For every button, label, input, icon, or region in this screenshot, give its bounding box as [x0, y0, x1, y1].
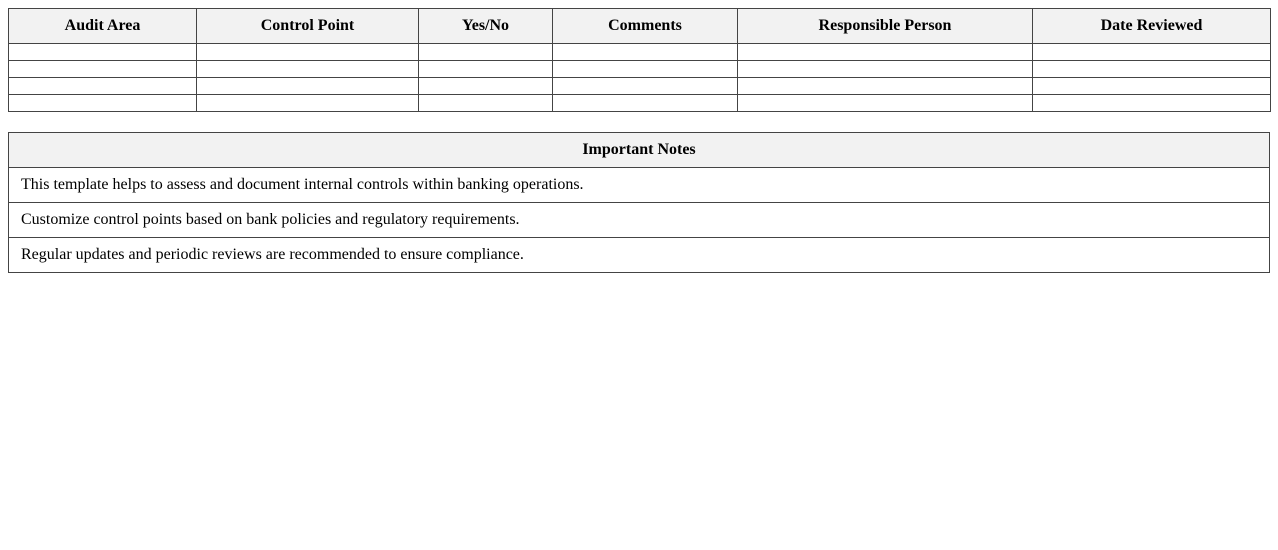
comments-cell[interactable]: [553, 95, 738, 112]
column-header-responsible-person: Responsible Person: [738, 9, 1033, 44]
audit-area-cell[interactable]: [9, 95, 197, 112]
yes-no-cell[interactable]: [419, 61, 553, 78]
note-text: This template helps to assess and document internal controls within banking operations.: [9, 168, 1270, 203]
note-row: [9, 238, 1270, 273]
yes-no-cell[interactable]: [419, 95, 553, 112]
control-point-cell[interactable]: [197, 44, 419, 61]
comments-cell[interactable]: [553, 61, 738, 78]
comments-cell[interactable]: [553, 78, 738, 95]
table-row: [9, 44, 1271, 61]
table-row: [9, 95, 1271, 112]
column-header-date-reviewed: Date Reviewed: [1033, 9, 1271, 44]
audit-area-cell[interactable]: [9, 44, 197, 61]
column-header-yes-no: Yes/No: [419, 9, 553, 44]
responsible-person-cell[interactable]: [738, 44, 1033, 61]
yes-no-cell[interactable]: [419, 78, 553, 95]
notes-title: Important Notes: [9, 133, 1270, 168]
note-row: [9, 203, 1270, 238]
note-text: Customize control points based on bank policies and regulatory requirements.: [9, 203, 1270, 238]
audit-area-cell[interactable]: [9, 78, 197, 95]
date-reviewed-cell[interactable]: [1033, 78, 1271, 95]
responsible-person-cell[interactable]: [738, 95, 1033, 112]
control-point-cell[interactable]: [197, 78, 419, 95]
audit-checklist-table: [8, 8, 1271, 112]
responsible-person-cell[interactable]: [738, 61, 1033, 78]
date-reviewed-cell[interactable]: [1033, 61, 1271, 78]
important-notes-table: [8, 132, 1270, 273]
table-header-row: [9, 9, 1271, 44]
notes-header-row: [9, 133, 1270, 168]
date-reviewed-cell[interactable]: [1033, 95, 1271, 112]
comments-cell[interactable]: [553, 44, 738, 61]
column-header-comments: Comments: [553, 9, 738, 44]
audit-area-cell[interactable]: [9, 61, 197, 78]
yes-no-cell[interactable]: [419, 44, 553, 61]
column-header-audit-area: Audit Area: [9, 9, 197, 44]
note-row: [9, 168, 1270, 203]
control-point-cell[interactable]: [197, 61, 419, 78]
control-point-cell[interactable]: [197, 95, 419, 112]
note-text: Regular updates and periodic reviews are recommended to ensure compliance.: [9, 238, 1270, 273]
table-row: [9, 78, 1271, 95]
table-row: [9, 61, 1271, 78]
responsible-person-cell[interactable]: [738, 78, 1033, 95]
column-header-control-point: Control Point: [197, 9, 419, 44]
date-reviewed-cell[interactable]: [1033, 44, 1271, 61]
